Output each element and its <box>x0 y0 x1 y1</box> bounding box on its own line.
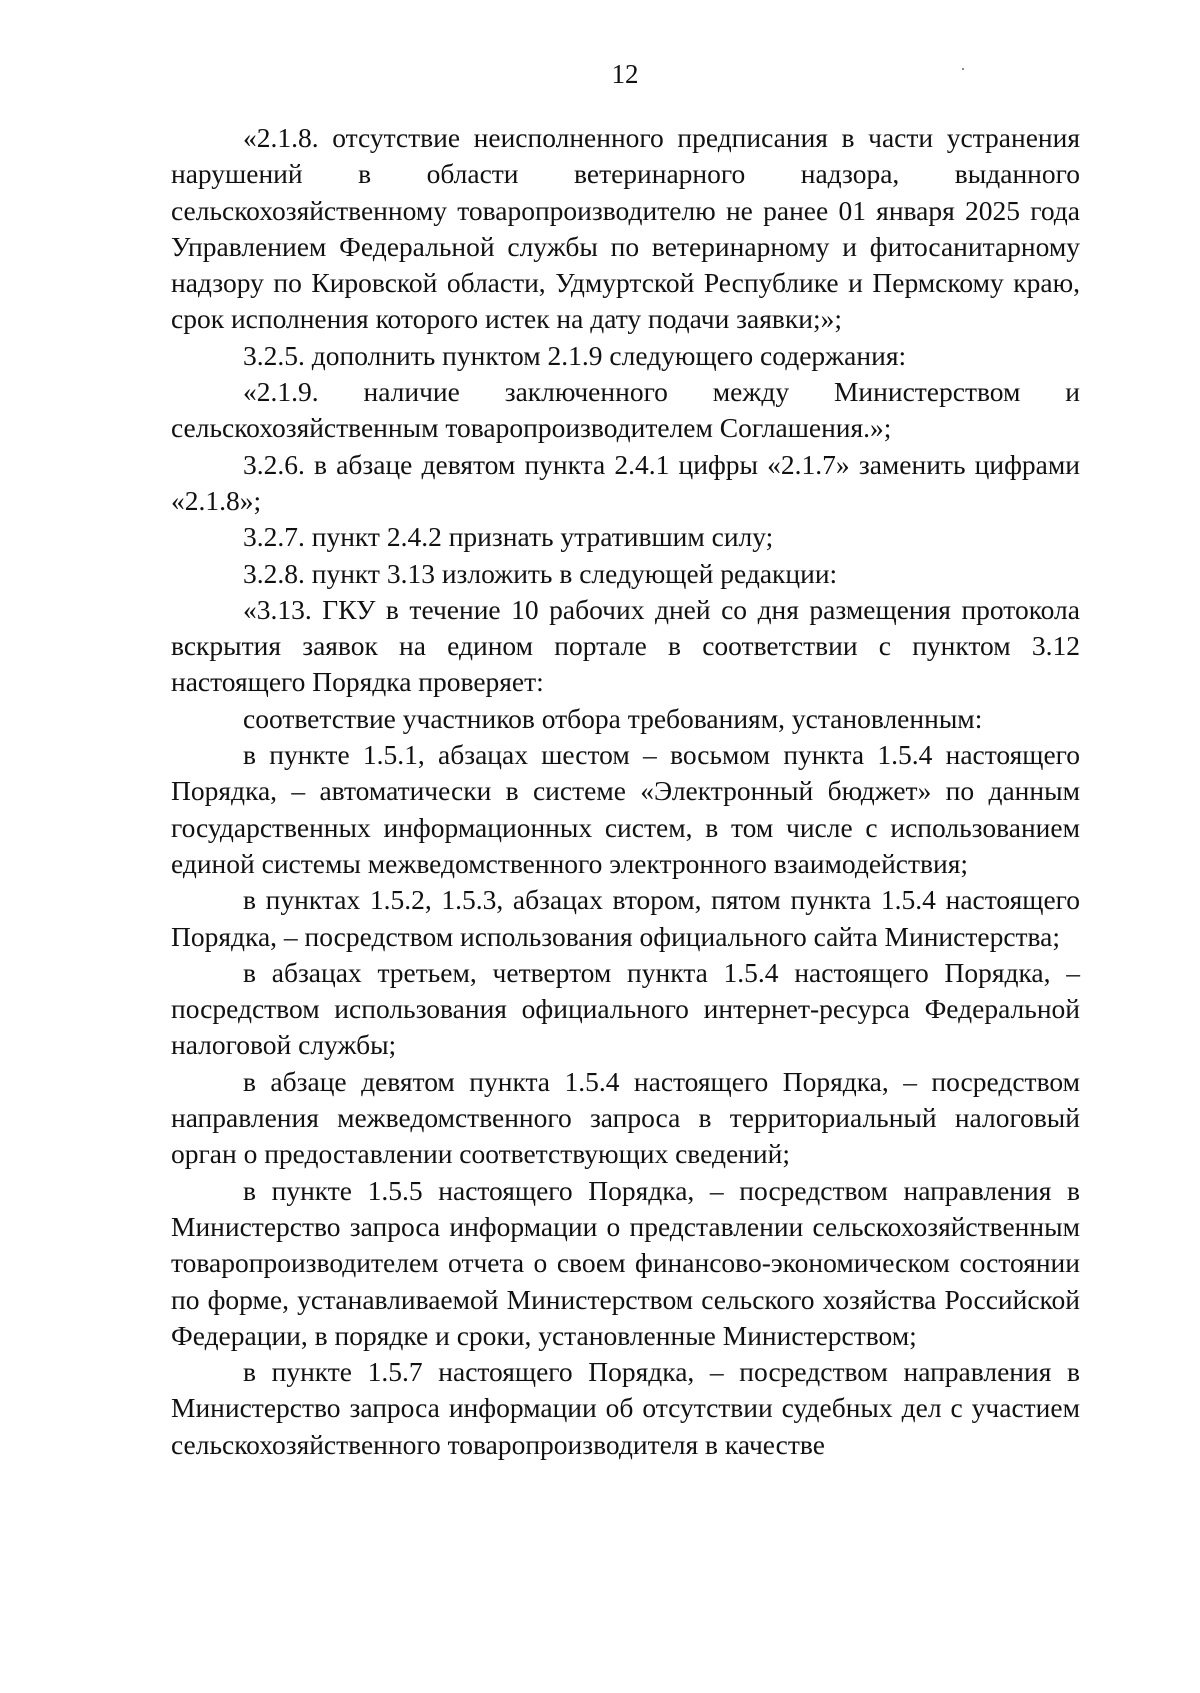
paragraph-3-13: «3.13. ГКУ в течение 10 рабочих дней со дня размещения протокола вскрытия заявок на едином портале в соответствии с пунктом 3.12 настоящего Порядка проверяет: <box>171 593 1080 698</box>
paragraph-2-1-8: «2.1.8. отсутствие неисполненного предписания в части устранения нарушений в области ветеринарного надзора, выданного сельскохозяйственному товаропроизводителю не ранее 01 января 2025 года Управлением Федеральной службы по ветеринарному и фитосанитарному надзору по Кировской области, Удмуртской Республике и Пермскому краю, срок исполнения которого истек на дату подачи заявки;»; <box>171 122 1080 335</box>
paragraph-compliance-intro: соответствие участников отбора требованиям, установленным: <box>243 702 983 734</box>
paragraph-item-1-5-4-request: в абзаце девятом пункта 1.5.4 настоящего Порядка, – посредством направления межведомственного запроса в территориальный налоговый орган о предоставлении соответствующих сведений; <box>171 1065 1080 1170</box>
paragraph-3-2-6: 3.2.6. в абзаце девятом пункта 2.4.1 цифры «2.1.7» заменить цифрами «2.1.8»; <box>171 448 1080 516</box>
paragraph-item-1-5-4-tax: в абзацах третьем, четвертом пункта 1.5.4 настоящего Порядка, – посредством использования официального интернет-ресурса Федеральной налоговой службы; <box>171 956 1080 1061</box>
paragraph-2-1-9: «2.1.9. наличие заключенного между Министерством и сельскохозяйственным товаропроизводителем Соглашения.»; <box>171 376 1080 444</box>
paragraph-3-2-5: 3.2.5. дополнить пунктом 2.1.9 следующего содержания: <box>243 339 907 371</box>
paragraph-item-1-5-5: в пункте 1.5.5 настоящего Порядка, – посредством направления в Министерство запроса информации о представлении сельскохозяйственным товаропроизводителем отчета о своем финансово-экономическом состоянии по форме, устанавливаемой Министерством сельского хозяйства Российской Федерации, в порядке и сроки, установленные Министерством; <box>171 1174 1080 1351</box>
paragraph-3-2-7: 3.2.7. пункт 2.4.2 признать утратившим силу; <box>243 521 774 553</box>
paragraph-3-2-8: 3.2.8. пункт 3.13 изложить в следующей редакции: <box>243 557 838 589</box>
document-body <box>171 120 1080 1463</box>
paragraph-item-1-5-7: в пункте 1.5.7 настоящего Порядка, – посредством направления в Министерство запроса информации об отсутствии судебных дел с участием сельскохозяйственного товаропроизводителя в качестве <box>171 1356 1080 1460</box>
scan-speck <box>962 68 964 70</box>
paragraph-item-1-5-1: в пункте 1.5.1, абзацах шестом – восьмом пункта 1.5.4 настоящего Порядка, – автоматически в системе «Электронный бюджет» по данным государственных информационных систем, в том числе с использованием единой системы межведомственного электронного взаимодействия; <box>171 739 1080 879</box>
page-number: 12 <box>611 59 639 89</box>
paragraph-item-1-5-2: в пунктах 1.5.2, 1.5.3, абзацах втором, пятом пункта 1.5.4 настоящего Порядка, – посредством использования официального сайта Министерства; <box>171 884 1080 952</box>
